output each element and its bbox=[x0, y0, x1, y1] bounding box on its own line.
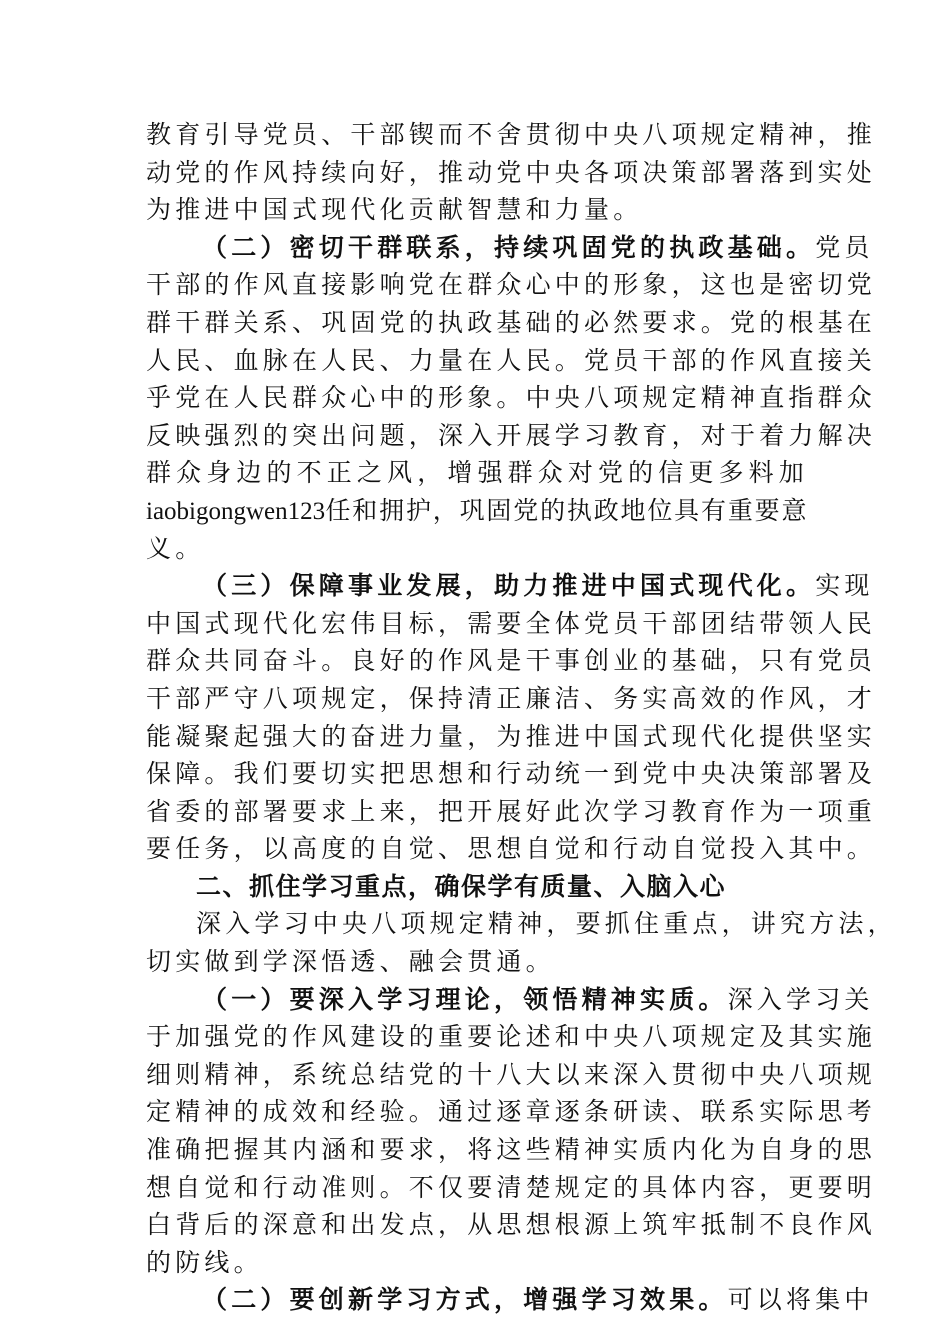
watermark-text: iaobigongwen123 bbox=[146, 497, 326, 525]
text-span: 任和拥护，巩固党的执政地位具有重要意 bbox=[325, 495, 808, 525]
document-page bbox=[146, 116, 897, 1319]
section-heading: 二、抓住学习重点，确保学有质量、入脑入心 bbox=[196, 871, 727, 901]
text-line: 定精神的成效和经验。通过逐章逐条研读、联系实际思考 bbox=[146, 1097, 877, 1127]
text-line: 义。 bbox=[146, 533, 205, 563]
paragraph-first-line bbox=[146, 229, 874, 267]
text-span: 实现 bbox=[815, 571, 874, 601]
text-line: 保障。我们要切实把思想和行动统一到党中央决策部署及 bbox=[146, 759, 877, 789]
text-line: 白背后的深意和出发点，从思想根源上筑牢抵制不良作风 bbox=[146, 1210, 877, 1240]
text-line: 为推进中国式现代化贡献智慧和力量。 bbox=[146, 195, 643, 225]
paragraph-heading: （二）要创新学习方式，增强学习效果。 bbox=[202, 1285, 728, 1315]
paragraph-first-line bbox=[146, 567, 874, 605]
text-line: 能凝聚起强大的奋进力量，为推进中国式现代化提供坚实 bbox=[146, 721, 877, 751]
paragraph-first-line bbox=[146, 1281, 874, 1319]
text-line: 准确把握其内涵和要求，将这些精神实质内化为自身的思 bbox=[146, 1135, 877, 1165]
text-line: 细则精神，系统总结党的十八大以来深入贯彻中央八项规 bbox=[146, 1059, 877, 1089]
text-line: 动党的作风持续向好，推动党中央各项决策部署落到实处 bbox=[146, 157, 877, 187]
text-line: 干部的作风直接影响党在群众心中的形象，这也是密切党 bbox=[146, 270, 877, 300]
text-line: 省委的部署要求上来，把开展好此次学习教育作为一项重 bbox=[146, 796, 877, 826]
text-line: 想自觉和行动准则。不仅要清楚规定的具体内容，更要明 bbox=[146, 1172, 877, 1202]
text-span: 深入学习关 bbox=[727, 984, 874, 1014]
text-line: 的防线。 bbox=[146, 1247, 263, 1277]
text-line: 群众身边的不正之风，增强群众对党的信更多料加 bbox=[146, 458, 808, 488]
paragraph-heading: （三）保障事业发展，助力推进中国式现代化。 bbox=[202, 571, 816, 601]
text-span: 可以将集中 bbox=[727, 1285, 874, 1315]
text-line: 中国式现代化宏伟目标，需要全体党员干部团结带领人民 bbox=[146, 608, 877, 638]
paragraph-first-line bbox=[146, 981, 874, 1019]
text-line: 人民、血脉在人民、力量在人民。党员干部的作风直接关 bbox=[146, 345, 877, 375]
text-line: 乎党在人民群众心中的形象。中央八项规定精神直指群众 bbox=[146, 383, 877, 413]
text-line: 群干群关系、巩固党的执政基础的必然要求。党的根基在 bbox=[146, 307, 877, 337]
paragraph-heading: （一）要深入学习理论，领悟精神实质。 bbox=[202, 984, 728, 1014]
text-line: 干部严守八项规定，保持清正廉洁、务实高效的作风，才 bbox=[146, 683, 877, 713]
text-line: 切实做到学深悟透、融会贯通。 bbox=[146, 947, 555, 977]
text-line: 教育引导党员、干部锲而不舍贯彻中央八项规定精神，推 bbox=[146, 120, 877, 149]
text-line: 群众共同奋斗。良好的作风是干事创业的基础，只有党员 bbox=[146, 646, 877, 676]
text-line: 反映强烈的突出问题，深入开展学习教育，对于着力解决 bbox=[146, 420, 877, 450]
text-span: 党员 bbox=[815, 232, 874, 262]
text-line: 深入学习中央八项规定精神，要抓住重点，讲究方法， bbox=[196, 909, 897, 939]
text-line: 于加强党的作风建设的重要论述和中央八项规定及其实施 bbox=[146, 1022, 877, 1052]
text-line bbox=[146, 492, 808, 530]
paragraph-heading: （二）密切干群联系，持续巩固党的执政基础。 bbox=[202, 232, 816, 262]
text-line: 要任务，以高度的自觉、思想自觉和行动自觉投入其中。 bbox=[146, 834, 877, 864]
